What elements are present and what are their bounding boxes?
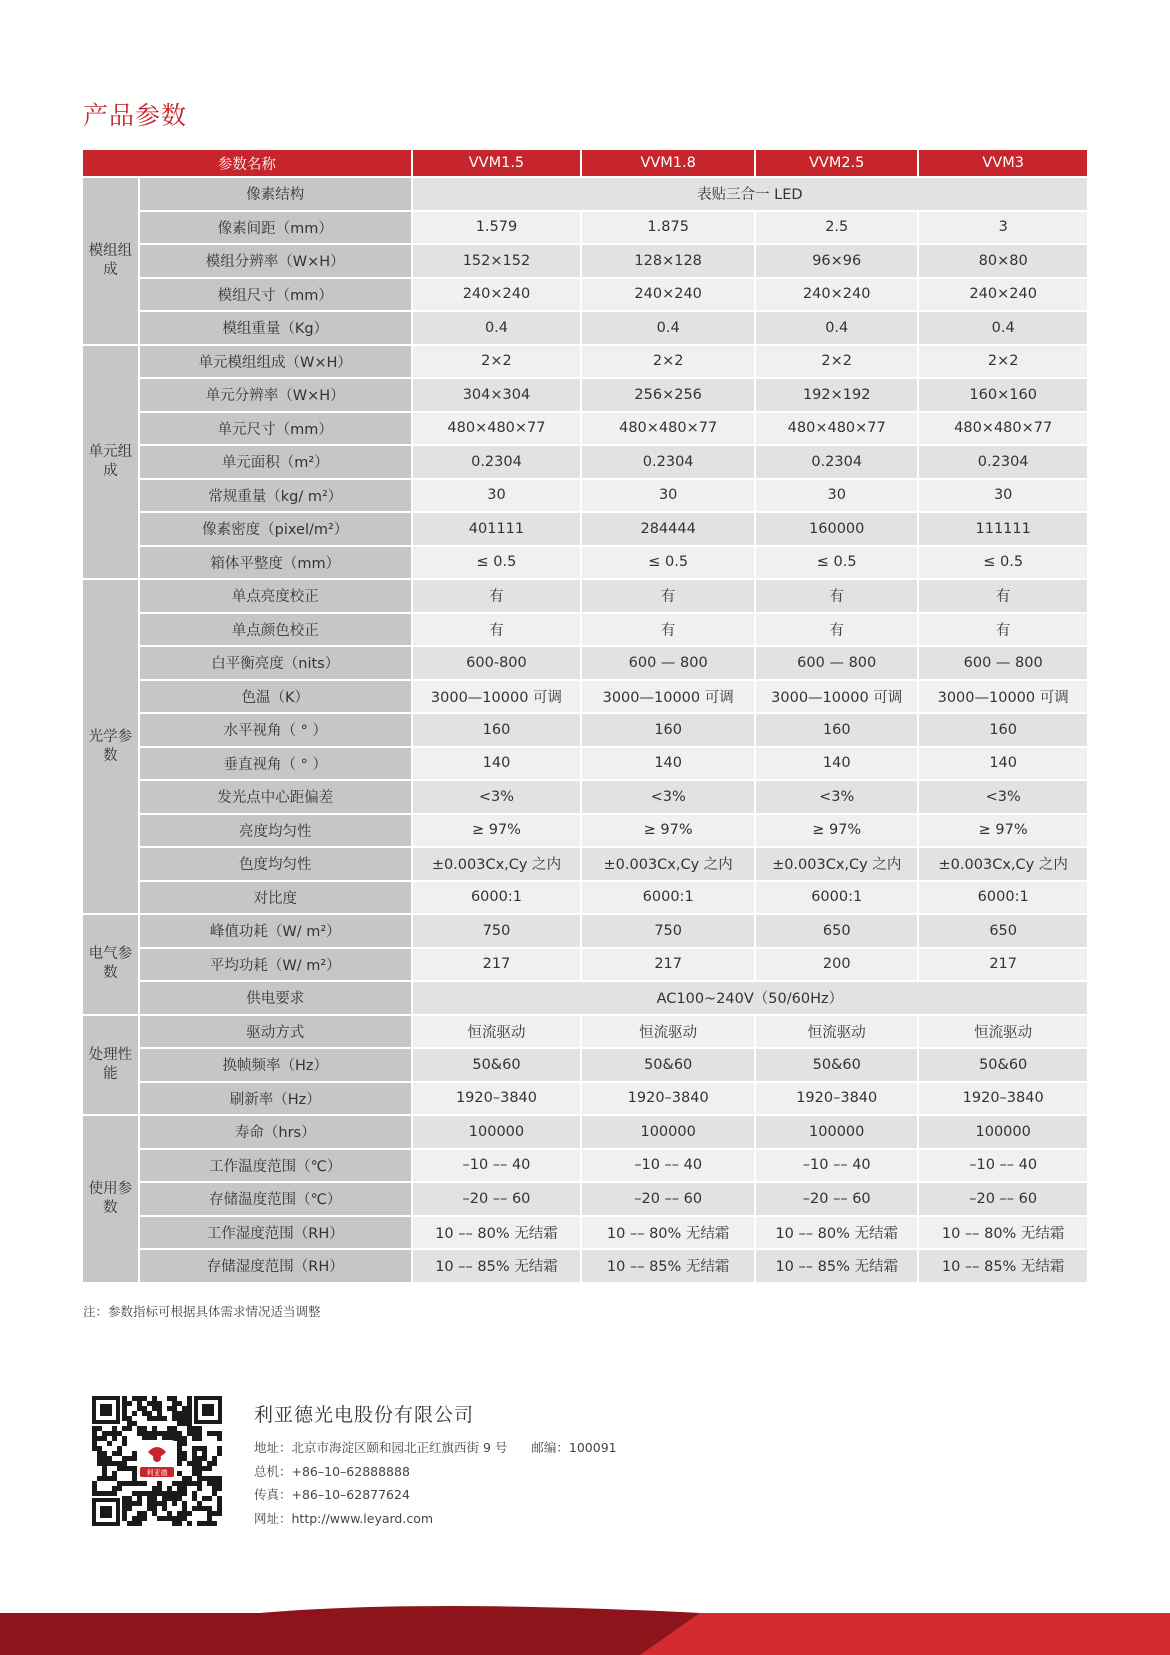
footnote: 注：参数指标可根据具体需求情况适当调整 xyxy=(83,1304,321,1319)
param-value: 217 xyxy=(581,948,755,982)
param-value: ±0.003Cx,Cy 之内 xyxy=(581,847,755,881)
param-name: 驱动方式 xyxy=(139,1015,412,1049)
param-value: 160 xyxy=(918,713,1088,747)
param-value: ≥ 97% xyxy=(918,814,1088,848)
param-value: 50&60 xyxy=(918,1048,1088,1082)
param-value: 0.4 xyxy=(755,311,918,345)
param-value: 80×80 xyxy=(918,244,1088,278)
table-row xyxy=(83,747,1088,781)
param-value: 有 xyxy=(755,613,918,647)
param-value: 240×240 xyxy=(918,278,1088,312)
param-value: 480×480×77 xyxy=(755,412,918,446)
param-value: 0.4 xyxy=(918,311,1088,345)
group-label: 光学参数 xyxy=(83,579,139,914)
table-row xyxy=(83,345,1088,379)
param-name: 峰值功耗（W/ m²） xyxy=(139,914,412,948)
param-name: 像素间距（mm） xyxy=(139,211,412,245)
param-name: 模组分辨率（W×H） xyxy=(139,244,412,278)
param-value: 650 xyxy=(918,914,1088,948)
param-value: 600 — 800 xyxy=(755,646,918,680)
param-value: 3 xyxy=(918,211,1088,245)
group-label: 使用参数 xyxy=(83,1115,139,1283)
param-value: 140 xyxy=(755,747,918,781)
param-value: 50&60 xyxy=(412,1048,582,1082)
param-value: 50&60 xyxy=(581,1048,755,1082)
param-value: 30 xyxy=(918,479,1088,513)
param-name: 白平衡亮度（nits） xyxy=(139,646,412,680)
table-row xyxy=(83,1149,1088,1183)
param-value: –10 –– 40 xyxy=(918,1149,1088,1183)
param-value: 10 –– 80% 无结霜 xyxy=(918,1216,1088,1250)
param-value: <3% xyxy=(755,780,918,814)
param-value: 140 xyxy=(918,747,1088,781)
postcode: 邮编：100091 xyxy=(531,1440,617,1455)
param-value: ≤ 0.5 xyxy=(581,546,755,580)
param-value: 10 –– 85% 无结霜 xyxy=(412,1249,582,1283)
param-value: 恒流驱动 xyxy=(581,1015,755,1049)
param-value: 100000 xyxy=(918,1115,1088,1149)
param-value: 100000 xyxy=(581,1115,755,1149)
param-value: 1920–3840 xyxy=(755,1082,918,1116)
param-value: 160×160 xyxy=(918,378,1088,412)
param-value: 恒流驱动 xyxy=(755,1015,918,1049)
param-value: 恒流驱动 xyxy=(412,1015,582,1049)
table-row xyxy=(83,378,1088,412)
group-label: 电气参数 xyxy=(83,914,139,1015)
param-name: 模组尺寸（mm） xyxy=(139,278,412,312)
param-value: 0.2304 xyxy=(412,445,582,479)
param-name: 水平视角（ ° ） xyxy=(139,713,412,747)
param-value: 650 xyxy=(755,914,918,948)
header-param-name: 参数名称 xyxy=(83,150,412,177)
param-value: 152×152 xyxy=(412,244,582,278)
qr-logo-text: 利亚德 xyxy=(146,1469,168,1477)
table-row xyxy=(83,278,1088,312)
param-value: 3000—10000 可调 xyxy=(581,680,755,714)
qr-code xyxy=(92,1396,222,1526)
param-value: 0.4 xyxy=(581,311,755,345)
table-row xyxy=(83,546,1088,580)
table-row xyxy=(83,445,1088,479)
phone: 总机：+86–10–62888888 xyxy=(254,1464,410,1479)
param-value: 30 xyxy=(581,479,755,513)
table-row xyxy=(83,613,1088,647)
param-value: <3% xyxy=(412,780,582,814)
param-value: 240×240 xyxy=(755,278,918,312)
param-value: 有 xyxy=(918,613,1088,647)
param-value: 750 xyxy=(412,914,582,948)
group-label: 模组组成 xyxy=(83,177,139,345)
param-value: 600 — 800 xyxy=(918,646,1088,680)
param-name: 工作温度范围（℃） xyxy=(139,1149,412,1183)
param-value: 600 — 800 xyxy=(581,646,755,680)
param-value: 1.875 xyxy=(581,211,755,245)
table-row xyxy=(83,311,1088,345)
param-value: <3% xyxy=(581,780,755,814)
param-value: 750 xyxy=(581,914,755,948)
param-value: 480×480×77 xyxy=(581,412,755,446)
table-row xyxy=(83,579,1088,613)
param-value: –20 –– 60 xyxy=(918,1182,1088,1216)
table-row xyxy=(83,211,1088,245)
param-value: 6000:1 xyxy=(755,881,918,915)
param-value: 2×2 xyxy=(918,345,1088,379)
param-value: 160 xyxy=(412,713,582,747)
param-value: ±0.003Cx,Cy 之内 xyxy=(918,847,1088,881)
header-model: VVM2.5 xyxy=(755,150,918,177)
table-row xyxy=(83,1182,1088,1216)
param-value: –20 –– 60 xyxy=(581,1182,755,1216)
param-name: 存储温度范围（℃） xyxy=(139,1182,412,1216)
param-value: 6000:1 xyxy=(581,881,755,915)
table-row xyxy=(83,244,1088,278)
table-row xyxy=(83,177,1088,211)
table-row xyxy=(83,1048,1088,1082)
spec-table-header xyxy=(83,150,1088,177)
param-value: 1920–3840 xyxy=(918,1082,1088,1116)
param-value: 160 xyxy=(581,713,755,747)
param-name: 刷新率（Hz） xyxy=(139,1082,412,1116)
param-value: –10 –– 40 xyxy=(581,1149,755,1183)
param-name: 单点颜色校正 xyxy=(139,613,412,647)
param-value: 160000 xyxy=(755,512,918,546)
param-value: 0.2304 xyxy=(581,445,755,479)
param-value: 480×480×77 xyxy=(918,412,1088,446)
header-model: VVM1.5 xyxy=(412,150,582,177)
param-name: 单元模组组成（W×H） xyxy=(139,345,412,379)
param-name: 发光点中心距偏差 xyxy=(139,780,412,814)
param-value: 有 xyxy=(918,579,1088,613)
param-name: 换帧频率（Hz） xyxy=(139,1048,412,1082)
param-name: 单元尺寸（mm） xyxy=(139,412,412,446)
param-value: 1920–3840 xyxy=(412,1082,582,1116)
param-value: 有 xyxy=(412,579,582,613)
param-value: –10 –– 40 xyxy=(412,1149,582,1183)
website-link[interactable]: 网址：http://www.leyard.com xyxy=(254,1511,434,1526)
param-value: 有 xyxy=(581,579,755,613)
table-row xyxy=(83,914,1088,948)
param-value: 3000—10000 可调 xyxy=(755,680,918,714)
param-value: ≥ 97% xyxy=(412,814,582,848)
param-value: 10 –– 85% 无结霜 xyxy=(755,1249,918,1283)
param-value: 6000:1 xyxy=(918,881,1088,915)
fax: 传真：+86–10–62877624 xyxy=(254,1487,410,1502)
param-value: 30 xyxy=(412,479,582,513)
param-name: 单元面积（m²） xyxy=(139,445,412,479)
param-value: 200 xyxy=(755,948,918,982)
param-value: ≤ 0.5 xyxy=(755,546,918,580)
param-value: ±0.003Cx,Cy 之内 xyxy=(755,847,918,881)
param-name: 存储湿度范围（RH） xyxy=(139,1249,412,1283)
param-value: ≥ 97% xyxy=(755,814,918,848)
param-name: 寿命（hrs） xyxy=(139,1115,412,1149)
param-value: 2.5 xyxy=(755,211,918,245)
page-title: 产品参数 xyxy=(83,101,188,130)
param-name: 单点亮度校正 xyxy=(139,579,412,613)
param-value: 10 –– 80% 无结霜 xyxy=(412,1216,582,1250)
param-value: 304×304 xyxy=(412,378,582,412)
param-value: 有 xyxy=(581,613,755,647)
param-name: 箱体平整度（mm） xyxy=(139,546,412,580)
table-row xyxy=(83,1015,1088,1049)
table-row xyxy=(83,412,1088,446)
group-label: 单元组成 xyxy=(83,345,139,580)
spec-table-body xyxy=(83,177,1088,1283)
table-row xyxy=(83,1082,1088,1116)
param-name: 像素密度（pixel/m²） xyxy=(139,512,412,546)
address: 地址：北京市海淀区颐和园北正红旗西街 9 号 xyxy=(254,1440,508,1455)
param-name: 垂直视角（ ° ） xyxy=(139,747,412,781)
param-value: 2×2 xyxy=(755,345,918,379)
param-value-span: 表贴三合一 LED xyxy=(412,177,1088,211)
param-value: 96×96 xyxy=(755,244,918,278)
param-value: –20 –– 60 xyxy=(755,1182,918,1216)
param-value: 有 xyxy=(755,579,918,613)
param-value: 140 xyxy=(581,747,755,781)
param-value: 480×480×77 xyxy=(412,412,582,446)
param-value: 140 xyxy=(412,747,582,781)
param-value: 0.2304 xyxy=(918,445,1088,479)
param-value: 284444 xyxy=(581,512,755,546)
param-value: 10 –– 80% 无结霜 xyxy=(755,1216,918,1250)
param-name: 像素结构 xyxy=(139,177,412,211)
param-value: 0.4 xyxy=(412,311,582,345)
table-row xyxy=(83,479,1088,513)
address-line xyxy=(254,1438,617,1456)
param-name: 常规重量（kg/ m²） xyxy=(139,479,412,513)
param-name: 供电要求 xyxy=(139,981,412,1015)
param-value: 0.2304 xyxy=(755,445,918,479)
param-value: 111111 xyxy=(918,512,1088,546)
param-value: 30 xyxy=(755,479,918,513)
param-value: 100000 xyxy=(412,1115,582,1149)
table-row xyxy=(83,512,1088,546)
param-name: 色度均匀性 xyxy=(139,847,412,881)
table-row xyxy=(83,847,1088,881)
param-value: 160 xyxy=(755,713,918,747)
param-value: 3000—10000 可调 xyxy=(918,680,1088,714)
param-value-span: AC100~240V（50/60Hz） xyxy=(412,981,1088,1015)
param-value: ±0.003Cx,Cy 之内 xyxy=(412,847,582,881)
param-name: 亮度均匀性 xyxy=(139,814,412,848)
spec-table xyxy=(83,150,1089,1284)
table-row xyxy=(83,713,1088,747)
param-value: 256×256 xyxy=(581,378,755,412)
param-value: 600-800 xyxy=(412,646,582,680)
param-name: 模组重量（Kg） xyxy=(139,311,412,345)
param-value: 192×192 xyxy=(755,378,918,412)
param-value: 有 xyxy=(412,613,582,647)
param-value: 3000—10000 可调 xyxy=(412,680,582,714)
footer-band xyxy=(0,1605,1170,1655)
param-value: 6000:1 xyxy=(412,881,582,915)
param-value: ≤ 0.5 xyxy=(918,546,1088,580)
param-value: <3% xyxy=(918,780,1088,814)
param-value: 1.579 xyxy=(412,211,582,245)
param-value: 10 –– 80% 无结霜 xyxy=(581,1216,755,1250)
param-value: 100000 xyxy=(755,1115,918,1149)
company-name: 利亚德光电股份有限公司 xyxy=(254,1404,475,1426)
param-name: 单元分辨率（W×H） xyxy=(139,378,412,412)
group-label: 处理性能 xyxy=(83,1015,139,1116)
param-value: 10 –– 85% 无结霜 xyxy=(581,1249,755,1283)
param-value: ≤ 0.5 xyxy=(412,546,582,580)
param-value: 401111 xyxy=(412,512,582,546)
header-model: VVM3 xyxy=(918,150,1088,177)
param-value: –10 –– 40 xyxy=(755,1149,918,1183)
param-value: 恒流驱动 xyxy=(918,1015,1088,1049)
table-row xyxy=(83,780,1088,814)
param-value: 10 –– 85% 无结霜 xyxy=(918,1249,1088,1283)
param-value: ≥ 97% xyxy=(581,814,755,848)
param-value: –20 –– 60 xyxy=(412,1182,582,1216)
param-value: 240×240 xyxy=(581,278,755,312)
table-row xyxy=(83,1249,1088,1283)
param-value: 240×240 xyxy=(412,278,582,312)
table-row xyxy=(83,981,1088,1015)
table-row xyxy=(83,948,1088,982)
param-value: 2×2 xyxy=(581,345,755,379)
table-row xyxy=(83,881,1088,915)
param-name: 色温（K） xyxy=(139,680,412,714)
table-row xyxy=(83,1216,1088,1250)
table-row xyxy=(83,814,1088,848)
param-value: 217 xyxy=(918,948,1088,982)
param-name: 平均功耗（W/ m²） xyxy=(139,948,412,982)
header-model: VVM1.8 xyxy=(581,150,755,177)
param-name: 工作湿度范围（RH） xyxy=(139,1216,412,1250)
param-value: 2×2 xyxy=(412,345,582,379)
param-value: 1920–3840 xyxy=(581,1082,755,1116)
table-row xyxy=(83,1115,1088,1149)
param-value: 50&60 xyxy=(755,1048,918,1082)
param-name: 对比度 xyxy=(139,881,412,915)
leyard-logo-icon xyxy=(137,1440,177,1480)
table-row xyxy=(83,680,1088,714)
table-row xyxy=(83,646,1088,680)
param-value: 128×128 xyxy=(581,244,755,278)
param-value: 217 xyxy=(412,948,582,982)
